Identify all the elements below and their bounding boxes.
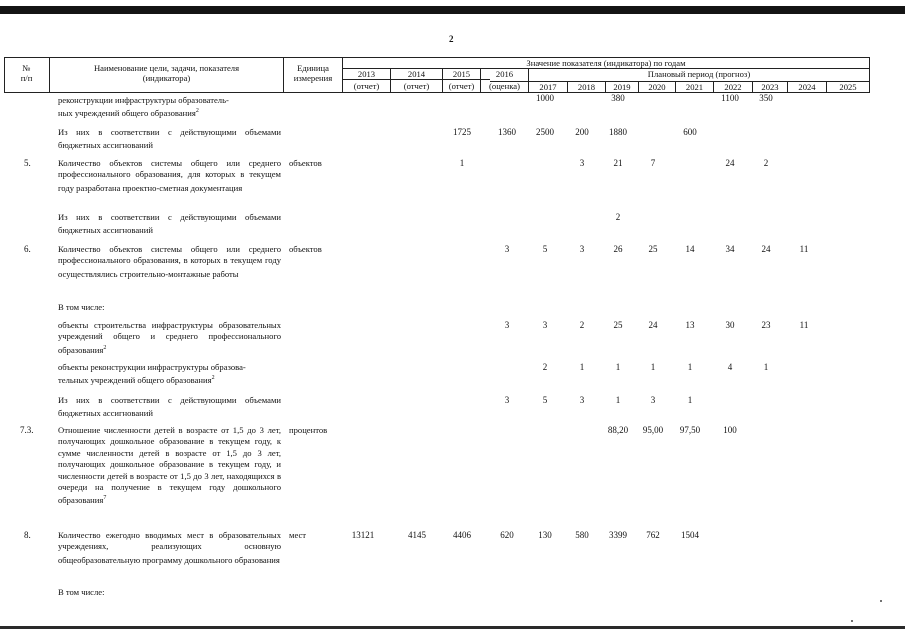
value-cell: 21: [613, 158, 623, 168]
header-year-note: (отчет): [448, 81, 475, 91]
header-name: Наименование цели, задачи, показателя (индикатора): [93, 63, 240, 83]
value-cell: 130: [538, 530, 552, 540]
top-scan-border: [0, 6, 905, 14]
footnote-mark: 2: [211, 375, 215, 382]
value-cell: 97,50: [679, 425, 701, 435]
header-year-note: (отчет): [353, 81, 380, 91]
header-plan-year: 2017: [539, 82, 557, 92]
value-cell: 88,20: [607, 425, 629, 435]
value-cell: 24: [725, 158, 735, 168]
header-plan-year: 2024: [798, 82, 816, 92]
indicator-name-text: объекты реконструкции инфраструктуры образова- тельных учреждений общего образования: [58, 362, 246, 386]
value-cell: 380: [611, 93, 625, 103]
indicator-name: [58, 320, 281, 356]
value-cell: 1000: [536, 93, 554, 103]
value-cell: 26: [613, 244, 623, 254]
value-cell: 13121: [351, 530, 375, 540]
row-number: 6.: [24, 244, 31, 254]
value-cell: 1360: [498, 127, 516, 137]
value-cell: 11: [799, 320, 809, 330]
value-cell: 5: [542, 244, 548, 254]
value-cell: 1725: [453, 127, 471, 137]
value-cell: 4: [727, 362, 733, 372]
indicator-name: [58, 244, 281, 280]
value-cell: 100: [723, 425, 737, 435]
value-cell: 1: [615, 395, 621, 405]
header-plan-title: Плановый период (прогноз): [647, 69, 751, 79]
footnote-mark: 2: [195, 108, 199, 115]
value-cell: 3: [504, 244, 510, 254]
indicator-name-text: Из них в соответствии с действующими объемами бюджетных ассигнований: [58, 395, 281, 419]
value-cell: 3: [504, 395, 510, 405]
value-cell: 25: [613, 320, 623, 330]
value-cell: 3: [579, 395, 585, 405]
value-cell: 350: [759, 93, 773, 103]
value-cell: 2: [542, 362, 548, 372]
value-cell: 1880: [609, 127, 627, 137]
header-plan-year: 2020: [648, 82, 666, 92]
value-cell: 1: [687, 395, 693, 405]
value-cell: 24: [648, 320, 658, 330]
value-cell: 580: [575, 530, 589, 540]
value-cell: 13: [685, 320, 695, 330]
indicator-name: [58, 95, 281, 120]
table-header: [4, 57, 870, 93]
bottom-scan-border: [0, 626, 905, 629]
scan-speck: [851, 620, 853, 622]
indicator-name: [58, 425, 281, 507]
value-cell: 30: [725, 320, 735, 330]
value-cell: 3399: [609, 530, 627, 540]
row-number: 5.: [24, 158, 31, 168]
header-year-note: (отчет): [403, 81, 430, 91]
indicator-name-text: Отношение численности детей в возрасте от 1,5 до 3 лет, получающих дошкольное образование в текущем году, к сумме численности детей в возрасте от 1,5 до 3 лет, получающих дошкольное образование в текущем году, и численности детей в возрасте от 1,5 до 3 лет, находящихся в очереди на получение в текущем году дошкольного образования: [58, 425, 281, 506]
value-cell: 3: [579, 158, 585, 168]
header-plan-year: 2023: [761, 82, 779, 92]
value-cell: 24: [761, 244, 771, 254]
value-cell: 1100: [721, 93, 739, 103]
page-number: 2: [449, 34, 454, 44]
unit: объектов: [289, 158, 322, 168]
row-number: 8.: [24, 530, 31, 540]
value-cell: 1504: [681, 530, 699, 540]
header-year-note: (оценка): [489, 81, 520, 91]
header-number: № п/п: [20, 63, 33, 83]
value-cell: 11: [799, 244, 809, 254]
header-unit: Единица измерения: [293, 63, 333, 83]
value-cell: 2500: [536, 127, 554, 137]
header-plan-year: 2021: [685, 82, 704, 92]
indicator-name: [58, 362, 281, 387]
indicator-name-text: Из них в соответствии с действующими объемами бюджетных ассигнований: [58, 127, 281, 151]
header-values-title: Значение показателя (индикатора) по годам: [526, 58, 686, 68]
indicator-name-text: Количество объектов системы общего или среднего профессионального образования, в которых в текущем году осуществлялись строительно-монтажные работы: [58, 244, 281, 279]
value-cell: 4406: [453, 530, 471, 540]
indicator-name: [58, 212, 281, 237]
value-cell: 1: [615, 362, 621, 372]
value-cell: 3: [579, 244, 585, 254]
value-cell: 1: [459, 158, 465, 168]
footnote-mark: 7: [103, 495, 107, 502]
indicator-name-text: Из них в соответствии с действующими объемами бюджетных ассигнований: [58, 212, 281, 236]
value-cell: 1: [579, 362, 585, 372]
indicator-name-text: В том числе:: [58, 586, 105, 597]
value-cell: 620: [500, 530, 514, 540]
value-cell: 2: [615, 212, 621, 222]
header-plan-year: 2019: [613, 82, 631, 92]
value-cell: 7: [650, 158, 656, 168]
value-cell: 600: [683, 127, 697, 137]
footnote-mark: 2: [103, 344, 107, 351]
value-cell: 23: [761, 320, 771, 330]
indicator-name: [58, 127, 281, 152]
indicator-name: [58, 300, 281, 313]
header-year: 2015: [452, 69, 471, 79]
value-cell: 25: [648, 244, 658, 254]
value-cell: 1: [687, 362, 693, 372]
value-cell: 2: [579, 320, 585, 330]
header-plan-year: 2022: [724, 82, 742, 92]
header-year: 2013: [357, 69, 376, 79]
unit: объектов: [289, 244, 322, 254]
indicator-name-text: объекты строительства инфраструктуры образовательных учреждений общего и среднего профессионального образования: [58, 320, 281, 355]
indicator-name-text: реконструкции инфраструктуры образователь- ных учреждений общего образования: [58, 95, 229, 119]
value-cell: 3: [542, 320, 548, 330]
value-cell: 4145: [408, 530, 426, 540]
value-cell: 3: [504, 320, 510, 330]
header-plan-year: 2025: [839, 82, 857, 92]
header-year: 2016: [495, 69, 514, 79]
header-year: 2014: [407, 69, 426, 79]
indicator-name: [58, 530, 281, 566]
value-cell: 14: [685, 244, 695, 254]
value-cell: 200: [575, 127, 589, 137]
value-cell: 762: [646, 530, 660, 540]
value-cell: 3: [650, 395, 656, 405]
value-cell: 34: [725, 244, 735, 254]
indicator-name-text: Количество ежегодно вводимых мест в образовательных учреждениях, реализующих основную общеобразовательную программу дошкольного образования: [58, 530, 281, 565]
value-cell: 2: [763, 158, 769, 168]
unit: процентов: [289, 425, 328, 435]
indicator-name: [58, 395, 281, 420]
value-cell: 1: [763, 362, 769, 372]
value-cell: 5: [542, 395, 548, 405]
indicator-name-text: Количество объектов системы общего или среднего профессионального образования, для которых в текущем году разработана проектно-сметная документация: [58, 158, 281, 193]
indicator-name: [58, 158, 281, 194]
unit: мест: [289, 530, 307, 540]
indicator-name-text: В том числе:: [58, 301, 105, 312]
value-cell: 95,00: [642, 425, 664, 435]
row-number: 7.3.: [20, 425, 34, 435]
header-plan-year: 2018: [577, 82, 596, 92]
scan-speck: [880, 600, 882, 602]
value-cell: 1: [650, 362, 656, 372]
indicator-name: [58, 585, 281, 598]
